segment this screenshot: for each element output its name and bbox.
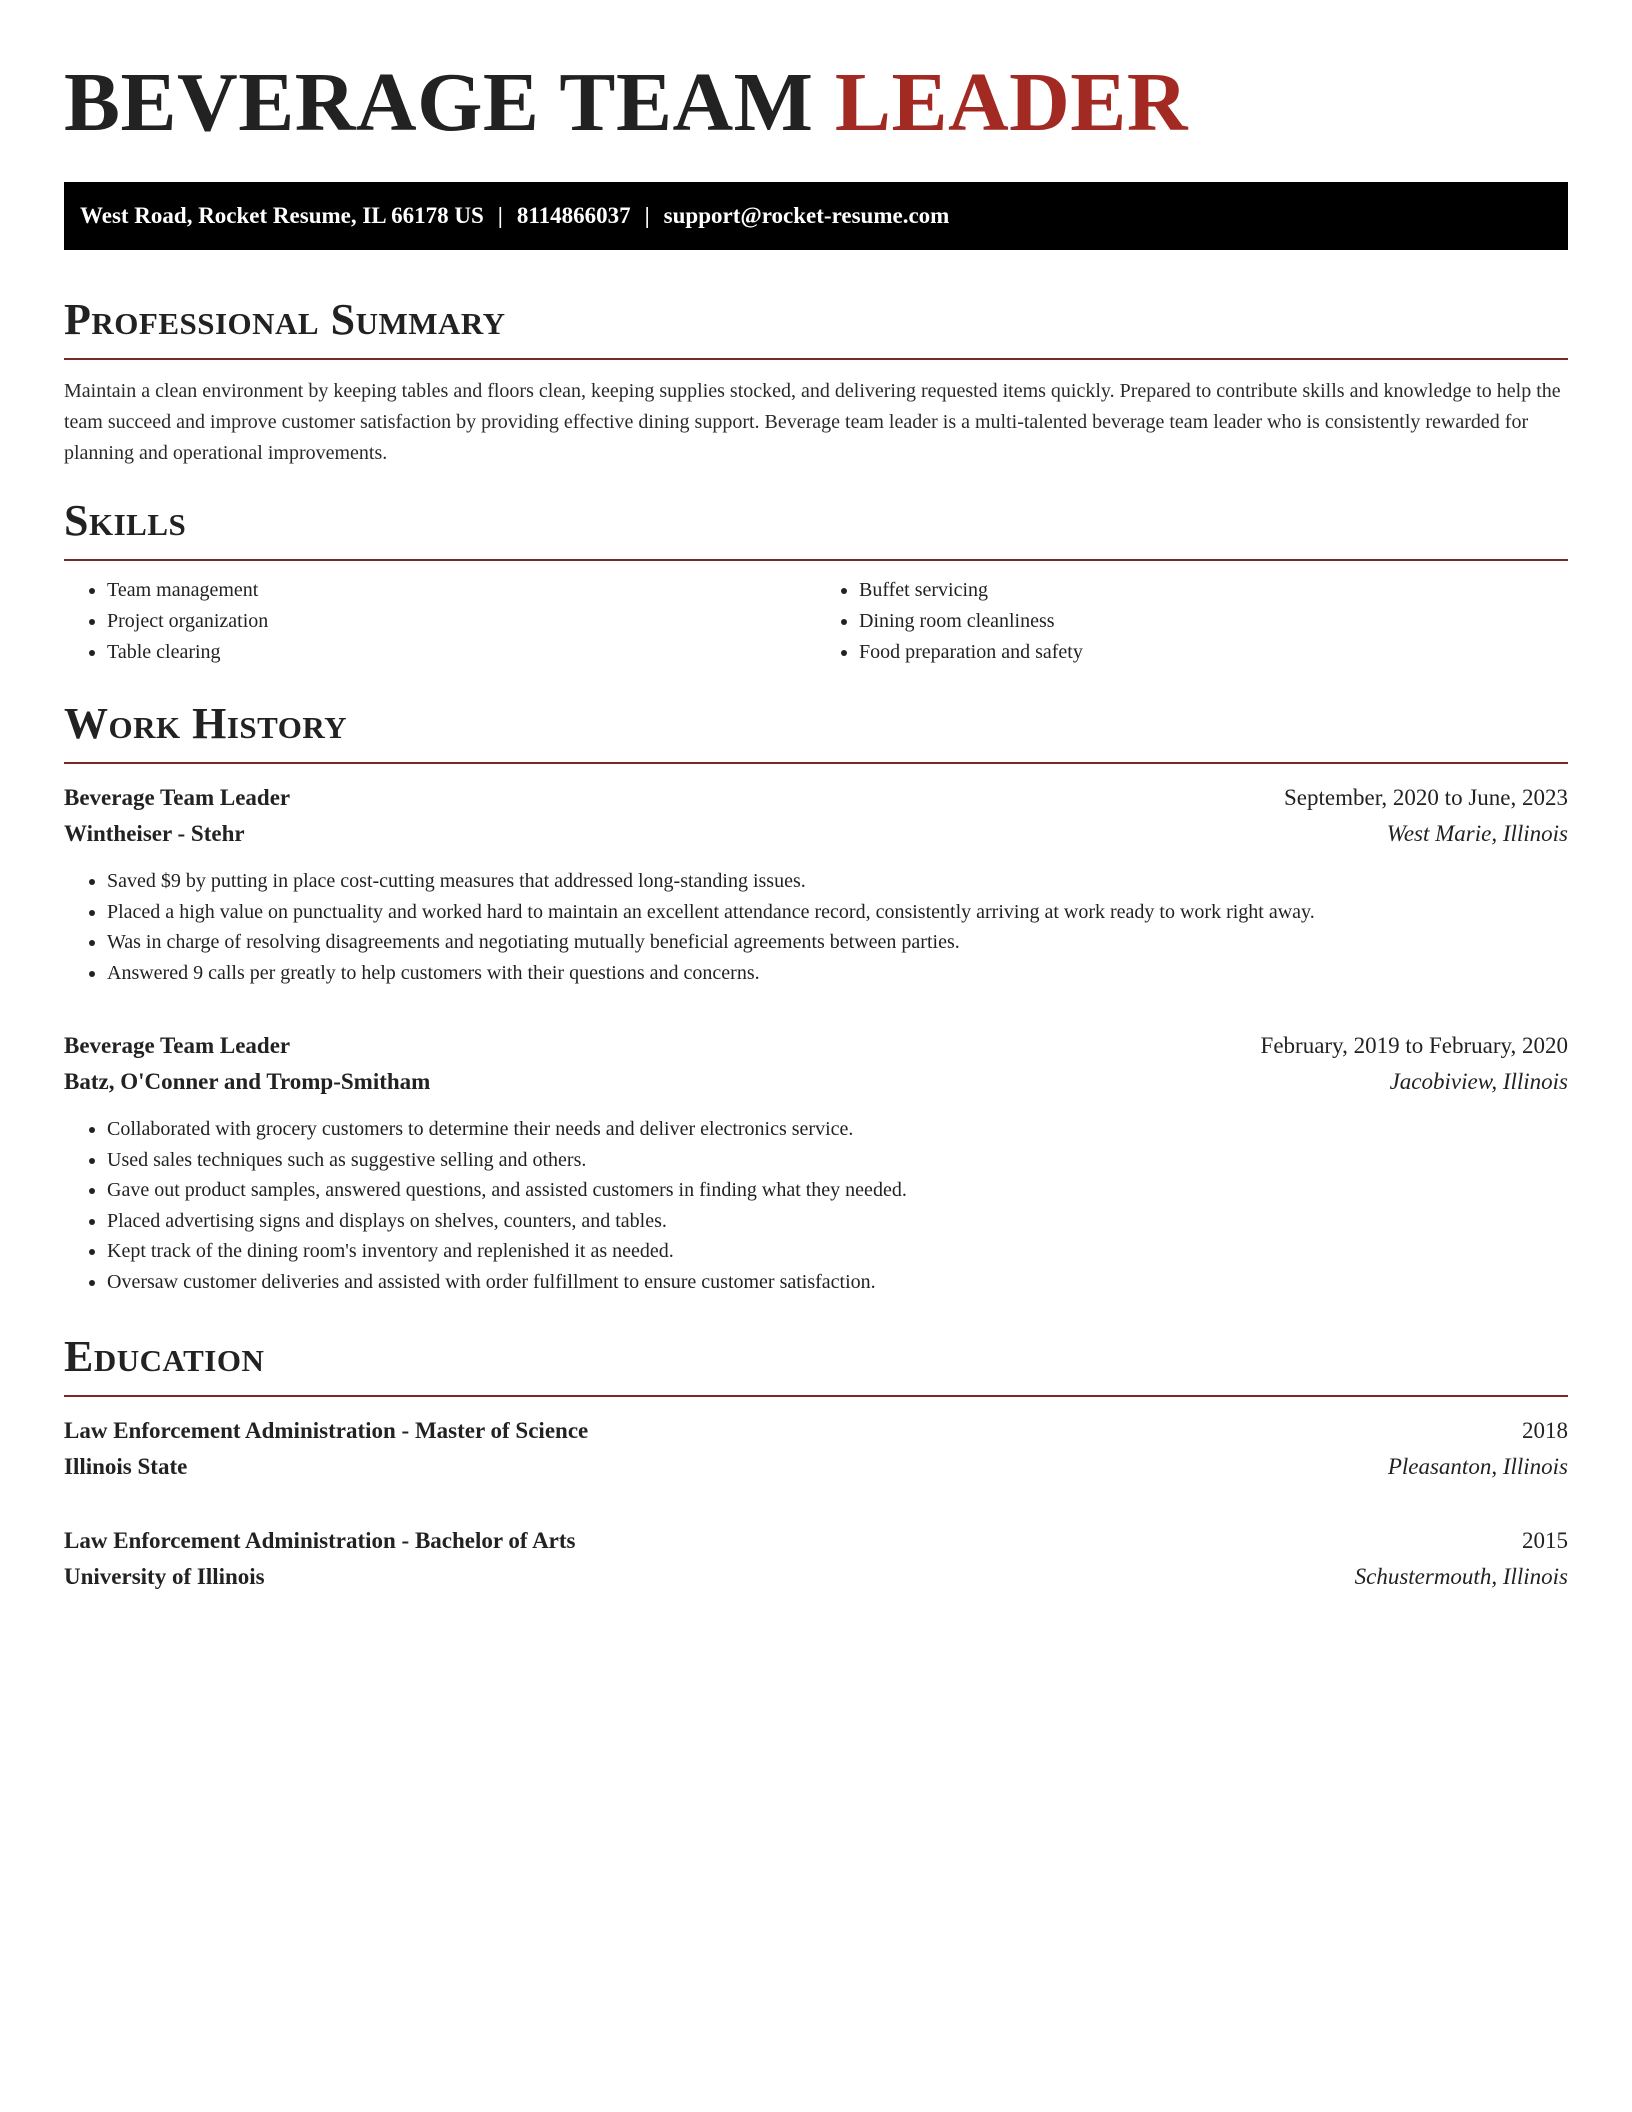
contact-phone: 8114866037	[516, 203, 631, 228]
education-school-row	[64, 1559, 1568, 1595]
job-entry	[64, 780, 1568, 988]
job-dates: September, 2020 to June, 2023	[1284, 785, 1568, 810]
section-heading-summary: Professional Summary	[64, 295, 506, 344]
education-entry	[64, 1523, 1568, 1595]
job-title: Beverage Team Leader	[64, 1033, 291, 1058]
job-bullet: • Placed a high value on punctuality and worked hard to maintain an excellent attendance record, consistently arriving at work ready to work right away.	[107, 897, 1568, 928]
skills-list-right	[816, 575, 1568, 668]
education-degree: Law Enforcement Administration - Bachelor of Arts	[64, 1528, 576, 1553]
work-history-section	[64, 696, 1568, 1297]
job-bullet: • Gave out product samples, answered questions, and assisted customers in finding what they needed.	[107, 1175, 1568, 1206]
job-bullet: • Answered 9 calls per greatly to help customers with their questions and concerns.	[107, 958, 1568, 989]
job-bullet: • Kept track of the dining room's inventory and replenished it as needed.	[107, 1236, 1568, 1267]
education-school-row	[64, 1449, 1568, 1485]
job-title: Beverage Team Leader	[64, 785, 291, 810]
skill-item: • Project organization	[107, 606, 816, 637]
section-heading-skills: Skills	[64, 496, 187, 545]
title-accent: LEADER	[834, 56, 1188, 149]
contact-email: support@rocket-resume.com	[663, 203, 950, 228]
skills-section	[64, 493, 1568, 668]
job-bullet: • Placed advertising signs and displays on shelves, counters, and tables.	[107, 1206, 1568, 1237]
title-main: BEVERAGE TEAM	[64, 56, 814, 149]
skills-list-left	[64, 575, 816, 668]
job-company-row	[64, 1064, 1568, 1100]
job-company: Wintheiser - Stehr	[64, 821, 245, 846]
education-school: University of Illinois	[64, 1564, 265, 1589]
job-header-row	[64, 1028, 1568, 1064]
education-degree-row	[64, 1523, 1568, 1559]
job-dates: February, 2019 to February, 2020	[1260, 1033, 1568, 1058]
skill-item: • Buffet servicing	[859, 575, 1568, 606]
section-heading-work: Work History	[64, 699, 348, 748]
contact-separator: |	[497, 203, 503, 228]
professional-summary-section	[64, 292, 1568, 469]
education-entry	[64, 1413, 1568, 1485]
section-divider	[64, 762, 1568, 764]
contact-separator: |	[644, 203, 650, 228]
job-bullets	[64, 866, 1568, 988]
skills-columns	[64, 575, 1568, 668]
contact-address: West Road, Rocket Resume, IL 66178 US	[80, 203, 484, 228]
job-bullet: • Collaborated with grocery customers to determine their needs and deliver electronics service.	[107, 1114, 1568, 1145]
resume-title	[64, 48, 1568, 158]
section-divider	[64, 559, 1568, 561]
skill-item: • Team management	[107, 575, 816, 606]
skill-item: • Food preparation and safety	[859, 637, 1568, 668]
section-divider	[64, 1395, 1568, 1397]
job-bullets	[64, 1114, 1568, 1297]
education-year: 2018	[1522, 1418, 1568, 1443]
education-degree-row	[64, 1413, 1568, 1449]
job-bullet: • Used sales techniques such as suggestive selling and others.	[107, 1145, 1568, 1176]
education-degree: Law Enforcement Administration - Master of Science	[64, 1418, 589, 1443]
job-bullet: • Saved $9 by putting in place cost-cutting measures that addressed long-standing issues.	[107, 866, 1568, 897]
summary-text: Maintain a clean environment by keeping tables and floors clean, keeping supplies stocked, and delivering requested items quickly. Prepared to contribute skills and knowledge to help the team succeed and improve customer satisfaction by providing effective dining support. Beverage team leader is a multi-talented beverage team leader who is consistently rewarded for planning and operational improvements.	[64, 380, 1561, 464]
job-header-row	[64, 780, 1568, 816]
job-company-row	[64, 816, 1568, 852]
job-bullet: • Oversaw customer deliveries and assisted with order fulfillment to ensure customer satisfaction.	[107, 1267, 1568, 1298]
education-school: Illinois State	[64, 1454, 188, 1479]
education-year: 2015	[1522, 1528, 1568, 1553]
skill-item: • Table clearing	[107, 637, 816, 668]
job-bullet: • Was in charge of resolving disagreements and negotiating mutually beneficial agreements between parties.	[107, 927, 1568, 958]
education-section	[64, 1329, 1568, 1595]
contact-bar	[64, 182, 1568, 250]
section-heading-education: Education	[64, 1332, 265, 1381]
job-location: West Marie, Illinois	[1386, 821, 1568, 846]
skill-item: • Dining room cleanliness	[859, 606, 1568, 637]
job-company: Batz, O'Conner and Tromp-Smitham	[64, 1069, 431, 1094]
job-entry	[64, 1028, 1568, 1297]
job-location: Jacobiview, Illinois	[1389, 1069, 1568, 1094]
education-location: Schustermouth, Illinois	[1354, 1564, 1568, 1589]
section-divider	[64, 358, 1568, 360]
education-location: Pleasanton, Illinois	[1387, 1454, 1568, 1479]
